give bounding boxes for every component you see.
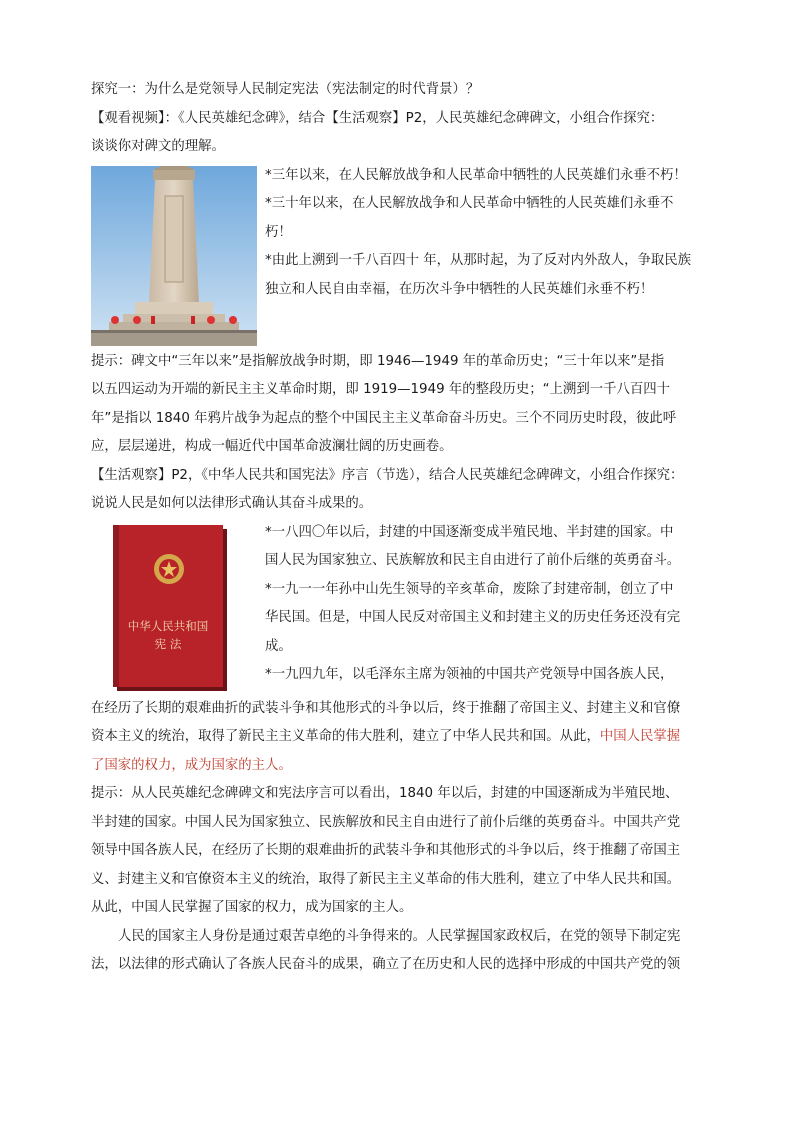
preamble-line: 国人民为国家独立、民族解放和民主自由进行了前仆后继的英勇奋斗。 [265,553,681,568]
monument-section [91,162,703,348]
inscription-line: 朽！ [265,224,292,240]
preamble-line: *一八四〇年以后，封建的中国逐渐变成半殖民地、半封建的国家。中 [265,524,674,540]
video-prompt-line: 谈谈你对碑文的理解。 [91,139,225,154]
constitution-book-image [113,525,229,693]
life-prompt-line: 说说人民是如何以法律形式确认其奋斗成果的。 [91,496,373,511]
section-heading: 探究一：为什么是党领导人民制定宪法（宪法制定的时代背景）？ [91,82,480,97]
inscription-line: *由此上溯到一千八百四十 年，从那时起，为了反对内外敌人，争取民族 [265,253,692,268]
hint-line: 半封建的国家。中国人民为国家独立、民族解放和民主自由进行了前仆后继的英勇奋斗。中国共产党 [91,814,681,830]
preamble-highlight: 了国家的权力，成为国家的主人。 [91,757,292,773]
preamble-line: *一九一一年孙中山先生领导的辛亥革命，废除了封建帝制，创立了中 [265,581,674,597]
preamble-side-text [265,519,705,690]
preamble-line: 在经历了长期的艰难曲折的武装斗争和其他形式的斗争以后，终于推翻了帝国主义、封建主义和官僚 [91,700,681,716]
hint-line: 领导中国各族人民，在经历了长期的艰难曲折的武装斗争和其他形式的斗争以后，终于推翻了帝国主 [91,843,681,858]
inscription-line: *三十年以来，在人民解放战争和人民革命中牺牲的人民英雄们永垂不 [265,196,674,211]
hint-line: 应，层层递进，构成一幅近代中国革命波澜壮阔的历史画卷。 [91,439,453,454]
hint-line: 从此，中国人民掌握了国家的权力，成为国家的主人。 [91,900,413,915]
constitution-section [91,519,703,695]
hint-line: 提示：从人民英雄纪念碑碑文和宪法序言可以看出，1840 年以后，封建的中国逐渐成为半殖民地、 [91,786,679,801]
preamble-line: *一九四九年，以毛泽东主席为领袖的中国共产党领导中国各族人民， [265,667,674,682]
inscription-line: *三年以来，在人民解放战争和人民革命中牺牲的人民英雄们永垂不朽！ [265,167,687,183]
closing-line: 人民的国家主人身份是通过艰苦卓绝的斗争得来的。人民掌握国家政权后，在党的领导下制定宪 [118,928,681,944]
video-prompt-line: 【观看视频】：《人民英雄纪念碑》，结合【生活观察】P2，人民英雄纪念碑碑文，小组合作探究： [91,110,664,126]
book-title-line: 中华人民共和国 [127,618,209,633]
life-prompt-line: 【生活观察】P2，《中华人民共和国宪法》序言（节选），结合人民英雄纪念碑碑文，小组合作探究： [91,467,684,483]
hint-line: 提示：碑文中“三年以来”是指解放战争时期，即 1946—1949 年的革命历史；“三十年以来”是指 [91,353,665,369]
inscription-line: 独立和人民自由幸福，在历次斗争中牺牲的人民英雄们永垂不朽！ [265,281,654,297]
preamble-text: 资本主义的统治，取得了新民主主义革命的伟大胜利，建立了中华人民共和国。从此， [91,729,600,744]
preamble-line: 成。 [265,638,292,654]
book-title [113,617,223,653]
preamble-highlight: 中国人民掌握 [599,729,681,744]
hint-line: 义、封建主义和官僚资本主义的统治，取得了新民主主义革命的伟大胜利，建立了中华人民共和国。 [91,871,681,887]
closing-line: 法，以法律的形式确认了各族人民奋斗的成果，确立了在历史和人民的选择中形成的中国共产党的领 [91,957,681,972]
book-title-line: 宪 法 [154,636,182,651]
preamble-line: 华民国。但是，中国人民反对帝国主义和封建主义的历史任务还没有完 [265,610,681,625]
monument-photo [91,166,257,346]
hint-line: 以五四运动为开端的新民主主义革命时期，即 1919—1949 年的整段历史；“上溯到一千八百四十 [91,382,671,397]
document-page [91,76,703,980]
hint-line: 年”是指以 1840 年鸦片战争为起点的整个中国民主主义革命奋斗历史。三个不同历史时段，彼此呼 [91,410,677,426]
book-cover [113,525,223,687]
inscription-text [265,162,705,305]
preamble-line [91,723,703,752]
